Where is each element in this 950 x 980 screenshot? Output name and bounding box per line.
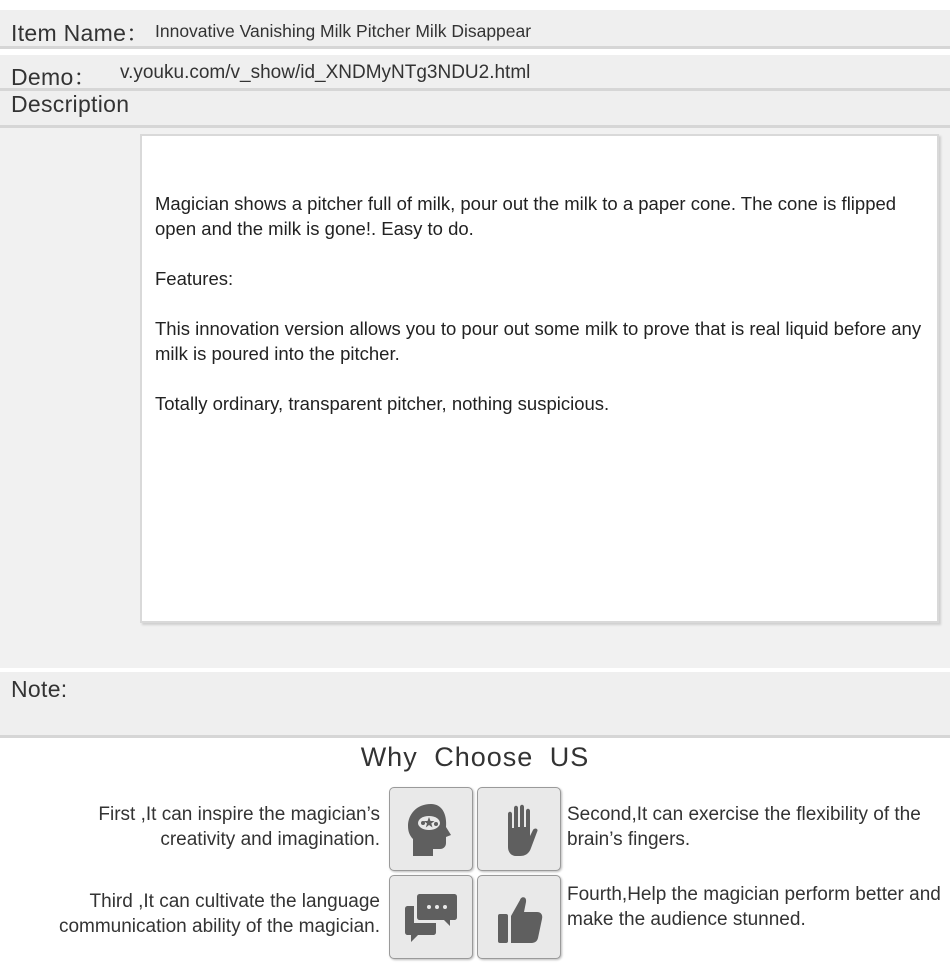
demo-label: Demo： [11, 64, 97, 90]
features-paragraph-2: Totally ordinary, transparent pitcher, nothing suspicious. [155, 393, 610, 414]
demo-link[interactable]: v.youku.com/v_show/id_XNDMyNTg3NDU2.html [120, 62, 531, 83]
brain-tile [389, 787, 473, 871]
features-paragraph: This innovation version allows you to pour out some milk to prove that is real liquid before any milk is poured into the pitcher. [155, 318, 922, 364]
brain-head-icon [390, 788, 472, 870]
thumbs-tile [477, 875, 561, 959]
item-name-label: Item Name： [11, 20, 150, 46]
description-row [0, 91, 950, 125]
thumbs-up-icon [478, 876, 560, 958]
reason-second: Second,It can exercise the flexibility of the brain’s fingers. [567, 804, 921, 850]
chat-tile [389, 875, 473, 959]
note-label: Note: [11, 676, 68, 702]
item-name-value: Innovative Vanishing Milk Pitcher Milk Disappear [155, 21, 532, 41]
description-paragraph: Magician shows a pitcher full of milk, pour out the milk to a paper cone. The cone is flipped open and the milk is gone!. Easy to do. [155, 193, 897, 239]
note-row [0, 672, 950, 735]
chat-bubbles-icon [390, 876, 472, 958]
description-label: Description [11, 91, 130, 117]
reason-first: First ,It can inspire the magician’s creativity and imagination. [98, 804, 380, 850]
reason-third: Third ,It can cultivate the language communication ability of the magician. [58, 891, 380, 937]
why-choose-us-title: Why Choose US [360, 742, 590, 772]
hand-icon [478, 788, 560, 870]
divider [0, 735, 950, 738]
reason-fourth: Fourth,Help the magician perform better and make the audience stunned. [567, 884, 941, 930]
features-heading: Features: [155, 268, 234, 289]
hand-tile [477, 787, 561, 871]
